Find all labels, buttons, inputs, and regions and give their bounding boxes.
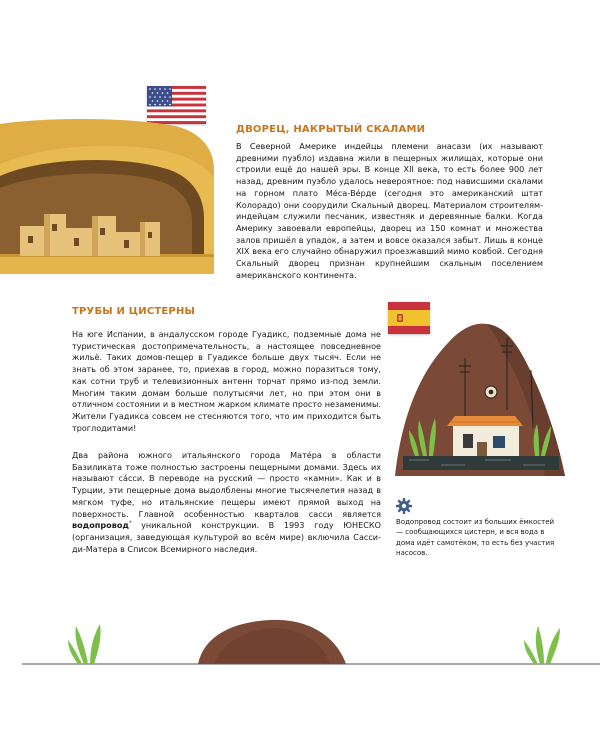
- footnote-marker: *: [128, 520, 132, 527]
- matera-paragraph: [72, 450, 381, 555]
- cliff-palace-illustration: [0, 118, 222, 274]
- matera-text-part-2: уникальной конструкции. В 1993 году ЮНЕСКО (организация, заведующая культурой во всём мире) включила Сасси-ди-Матера в Список Всемирного наследия.: [72, 520, 381, 554]
- cave-house-illustration: [395, 318, 570, 476]
- palace-paragraph: В Северной Америке индейцы племени анасази (их называют древними пуэбло) издавна жили в пещерных жилищах, которые они строили ещё до нашей эры. В конце XII века, то есть более 900 лет назад, древним пуэбло удалось невероятное: под нависшими скалами на горном плато Мéса-Вéрде (сегодня это американский штат Колорадо) они соорудили Скальный дворец. Материалом строителям-индейцам служили песчаник, известняк и деревянные балки. Когда Америку завоевали европейцы, дворец из 150 комнат и множества залов пришёл в упадок, а затем и вовсе оказался забыт. Лишь в конце XIX века его случайно обнаружил проезжавший мимо ковбой. Сегодня Скальный дворец признан крупнейшим скальным поселением американского континента.: [236, 141, 543, 280]
- gear-icon: [396, 498, 412, 514]
- section-title-palace: ДВОРЕЦ, НАКРЫТЫЙ СКАЛАМИ: [236, 124, 426, 135]
- spain-paragraph: На юге Испании, в андалусском городе Гуадикс, подземные дома не туристическая достопримечательность, а настоящее повседневное жильё. Таких домов-пещер в Гуадиксе больше двух тысяч. Если не знать об этом заранее, то, приехав в город, можно поразиться тому, как сотни труб и телевизионных антенн торчат прямо из-под земли. Многим таким домам больше полутысячи лет, но при этом они в отличном состоянии и в местном жарком климате просто незаменимы. Жители Гуадикса совсем не стесняются того, что им приходится быть троглодитами!: [72, 329, 381, 433]
- matera-text-part-1: Два района южного итальянского города Матéра в области Базиликата тоже полностью застроены пещерными домами. Здесь их называют сáсси. В переводе на русский — просто «камни». Как и в Турции, эти пещерные дома выдолблены многие тысячелетия назад в мягком туфе, но итальянские пещеры имеют прямой выход на поверхность. Главной особенностью кварталов сасси является: [72, 450, 381, 519]
- ground-illustration: [0, 608, 600, 668]
- matera-water-supply-term: водопровод: [72, 520, 129, 531]
- section-title-pipes: ТРУБЫ И ЦИСТЕРНЫ: [72, 306, 196, 317]
- side-note-text: Водопровод состоит из больших ёмкостей — сообщающихся цистерн, и вся вода в дома идёт самотёком, то есть без участия насосов.: [396, 518, 555, 558]
